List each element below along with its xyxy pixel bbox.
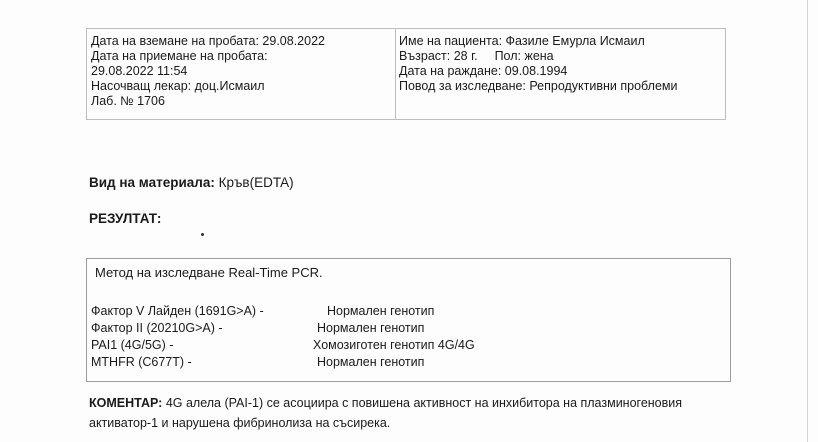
patient-info-column — [399, 34, 725, 94]
sample-received-label: Дата на приемане на пробата: — [91, 49, 268, 63]
patient-age: Възраст: 28 г. — [399, 49, 478, 63]
results-box — [86, 258, 731, 382]
result-factor: Фактор V Лайден (1691G>A) - — [91, 304, 264, 318]
comment-section — [89, 393, 729, 433]
sample-received-date: 29.08.2022 11:54 — [91, 64, 188, 78]
result-genotype: Хомозиготен генотип 4G/4G — [313, 338, 475, 352]
material-label: Вид на материала: — [89, 175, 215, 190]
material-type — [89, 175, 294, 190]
patient-name: Име на пациента: Фазиле Емурла Исмаил — [399, 34, 645, 48]
patient-info-box — [86, 28, 726, 120]
stray-mark — [201, 233, 204, 236]
patient-sex: Пол: жена — [494, 49, 554, 63]
exam-reason: Повод за изследване: Репродуктивни проблеми — [399, 79, 678, 93]
comment-label: КОМЕНТАР: — [89, 396, 163, 410]
test-method: Метод на изследване Real-Time PCR. — [95, 265, 323, 280]
sample-info-column — [91, 34, 391, 109]
comment-text: 4G алела (PAI-1) се асоциира с повишена активност на инхибитора на плазминогеновия активатор-1 и нарушена фибринолиза на съсирека. — [89, 396, 683, 430]
result-factor: Фактор II (20210G>A) - — [91, 321, 223, 335]
patient-dob: Дата на раждане: 09.08.1994 — [399, 64, 568, 78]
result-heading: РЕЗУЛТАТ: — [89, 211, 162, 226]
info-divider — [395, 29, 396, 119]
page-edge — [807, 0, 808, 442]
result-factor: PAI1 (4G/5G) - — [91, 338, 174, 352]
result-genotype: Нормален генотип — [327, 304, 435, 318]
result-genotype: Нормален генотип — [317, 355, 425, 369]
lab-number: Лаб. № 1706 — [91, 94, 165, 108]
patient-age-sex — [399, 49, 725, 64]
referring-doctor: Насочващ лекар: доц.Исмаил — [91, 79, 265, 93]
sample-taken-date: Дата на вземане на пробата: 29.08.2022 — [91, 34, 325, 48]
result-factor: MTHFR (C677T) - — [91, 355, 192, 369]
material-value: Кръв(EDTA) — [218, 175, 294, 190]
result-genotype: Нормален генотип — [317, 321, 425, 335]
